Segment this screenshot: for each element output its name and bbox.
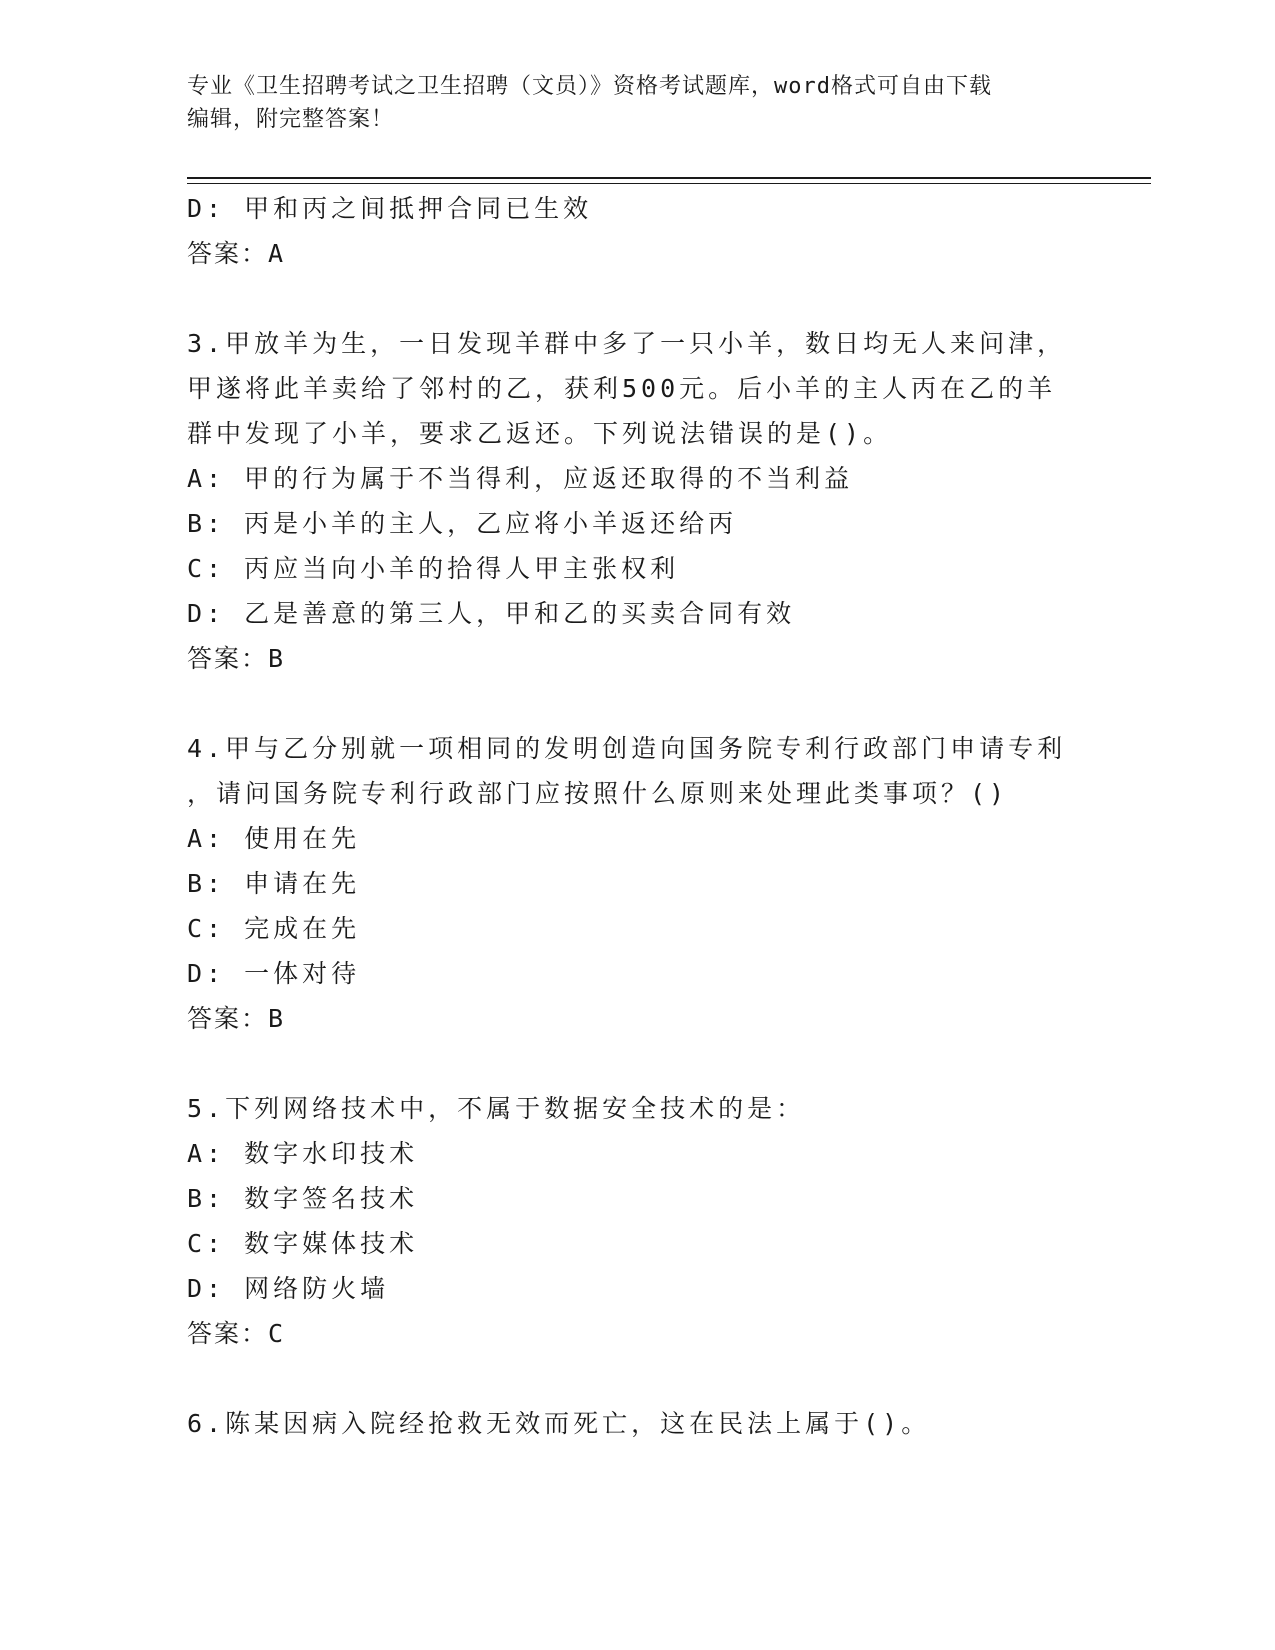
answer-label: 答案：B (187, 1004, 286, 1033)
question-6 (187, 1401, 1087, 1446)
question-stem: 6.陈某因病入院经抢救无效而死亡，这在民法上属于()。 (187, 1409, 931, 1438)
header-line-2: 编辑，附完整答案！ (187, 107, 395, 132)
question-stem: 3.甲放羊为生，一日发现羊群中多了一只小羊，数日均无人来问津， (187, 329, 1067, 358)
spacer (187, 276, 1087, 321)
option-d: D: 一体对待 (187, 959, 361, 988)
answer-label: 答案：A (187, 239, 286, 268)
header-divider-thick (187, 177, 1151, 179)
option-a: A: 使用在先 (187, 824, 361, 853)
option-d: D: 乙是善意的第三人，甲和乙的买卖合同有效 (187, 599, 796, 628)
question-stem: 5.下列网络技术中，不属于数据安全技术的是： (187, 1094, 806, 1123)
header-divider-thin (187, 183, 1151, 184)
option-d: D: 网络防火墙 (187, 1274, 390, 1303)
option-b: B: 丙是小羊的主人，乙应将小羊返还给丙 (187, 509, 738, 538)
spacer (187, 1041, 1087, 1086)
question-3 (187, 321, 1087, 681)
spacer (187, 681, 1087, 726)
question-stem: ，请问国务院专利行政部门应按照什么原则来处理此类事项？() (187, 779, 1009, 808)
header-line-1: 专业《卫生招聘考试之卫生招聘（文员）》资格考试题库，word格式可自由下载 (187, 74, 992, 99)
option-c: C: 完成在先 (187, 914, 361, 943)
option-d: D: 甲和丙之间抵押合同已生效 (187, 194, 593, 223)
option-a: A: 数字水印技术 (187, 1139, 419, 1168)
option-b: B: 数字签名技术 (187, 1184, 419, 1213)
option-a: A: 甲的行为属于不当得利，应返还取得的不当利益 (187, 464, 854, 493)
question-stem: 群中发现了小羊，要求乙返还。下列说法错误的是()。 (187, 419, 893, 448)
spacer (187, 1356, 1087, 1401)
question-2-tail (187, 186, 1087, 276)
option-b: B: 申请在先 (187, 869, 361, 898)
option-c: C: 丙应当向小羊的拾得人甲主张权利 (187, 554, 680, 583)
question-stem: 4.甲与乙分别就一项相同的发明创造向国务院专利行政部门申请专利 (187, 734, 1067, 763)
document-header (187, 70, 1087, 136)
option-c: C: 数字媒体技术 (187, 1229, 419, 1258)
answer-label: 答案：C (187, 1319, 286, 1348)
question-4 (187, 726, 1087, 1041)
question-stem: 甲遂将此羊卖给了邻村的乙，获利500元。后小羊的主人丙在乙的羊 (187, 374, 1057, 403)
answer-label: 答案：B (187, 644, 286, 673)
question-5 (187, 1086, 1087, 1356)
question-list (187, 186, 1087, 1446)
